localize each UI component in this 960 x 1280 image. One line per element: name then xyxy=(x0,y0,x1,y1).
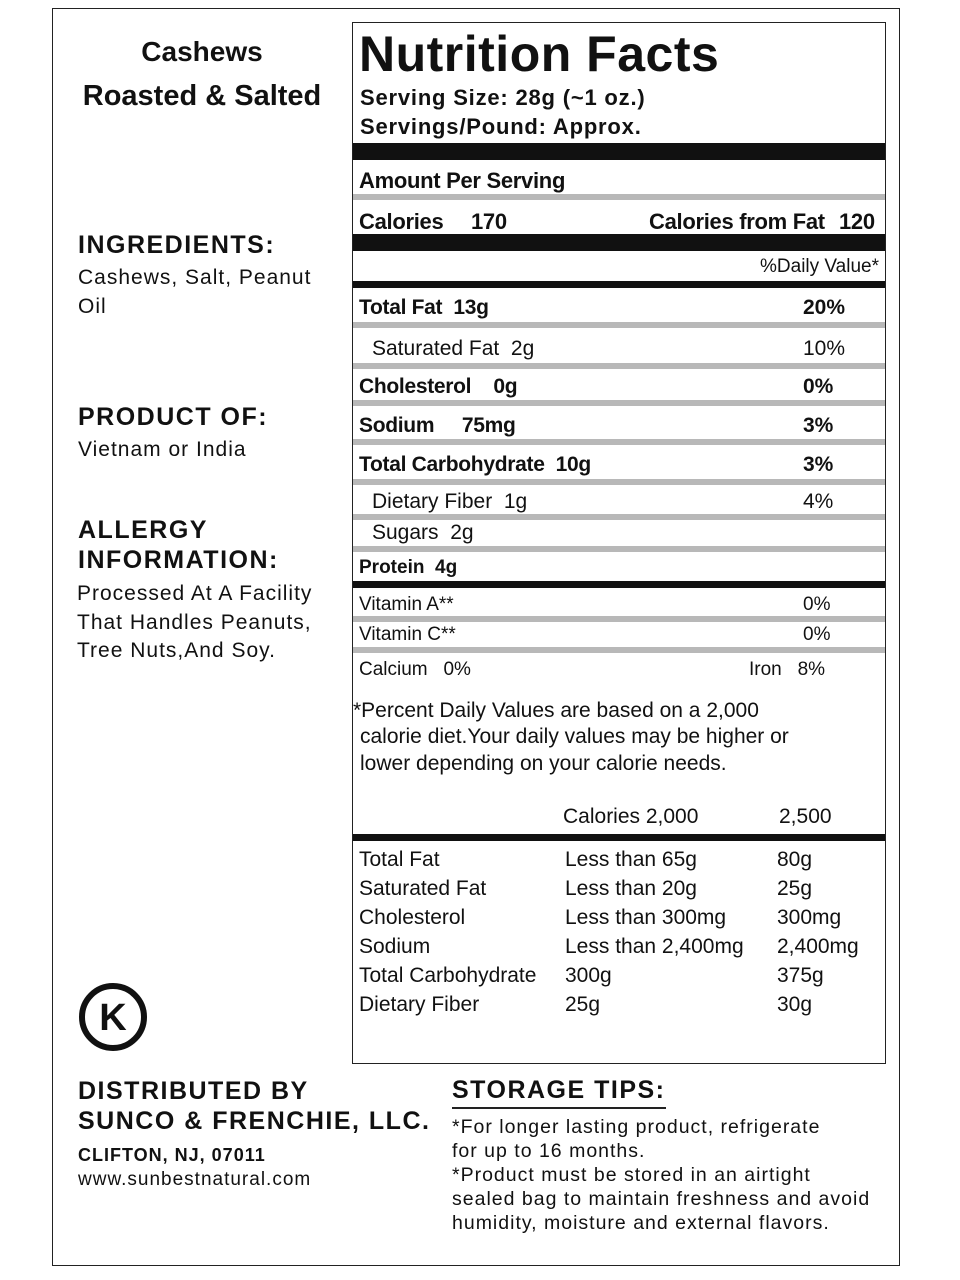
nutrient-dv: 4% xyxy=(803,490,834,513)
kosher-letter: K xyxy=(99,997,127,1039)
vitamin-label: Vitamin A** xyxy=(359,594,454,615)
storage-tip-1-line-2: for up to 16 months. xyxy=(452,1140,646,1162)
iron: Iron 8% xyxy=(749,659,826,680)
product-name: Cashews xyxy=(141,36,263,67)
vitamin-dv: 0% xyxy=(803,594,831,615)
nutrient-dv: 3% xyxy=(803,414,834,437)
origin-heading: PRODUCT OF: xyxy=(78,403,269,431)
dv-nutrient: Sodium xyxy=(359,935,431,958)
dv-2000: Less than 20g xyxy=(565,877,697,900)
dv-2500: 25g xyxy=(777,877,813,900)
nutrient-label: Total Fat 13g xyxy=(359,296,489,319)
vitamin-label: Vitamin C** xyxy=(359,624,456,645)
ingredients-line-1: Cashews, Salt, Peanut xyxy=(78,266,312,289)
dv-nutrient: Cholesterol xyxy=(359,906,466,929)
gray-divider xyxy=(353,322,885,328)
dv-2500: 30g xyxy=(777,993,813,1016)
nutrient-label: Dietary Fiber 1g xyxy=(372,490,528,513)
gray-divider xyxy=(353,439,885,445)
medium-divider xyxy=(353,281,885,288)
origin-text: Vietnam or India xyxy=(78,438,247,461)
nutrient-label: Protein 4g xyxy=(359,557,458,578)
nutrient-dv: 10% xyxy=(803,337,846,360)
dv-2000: Less than 2,400mg xyxy=(565,935,744,958)
gray-divider xyxy=(353,616,885,622)
allergy-heading-2: INFORMATION: xyxy=(78,546,279,574)
dv-2000: 300g xyxy=(565,964,612,987)
dv-2500: 80g xyxy=(777,848,813,871)
nutrient-label: Cholesterol 0g xyxy=(359,375,518,398)
calories-from-fat-value: 120 xyxy=(839,209,875,234)
calcium: Calcium 0% xyxy=(359,659,471,680)
calories-value: 170 xyxy=(471,209,507,234)
gray-divider xyxy=(353,514,885,520)
footnote-line-2: calorie diet.Your daily values may be higher or xyxy=(360,725,789,748)
distributor-website: www.sunbestnatural.com xyxy=(78,1169,312,1190)
dv-2500: 375g xyxy=(777,964,824,987)
product-variant: Roasted & Salted xyxy=(82,80,322,112)
storage-tip-2-line-2: sealed bag to maintain freshness and avoid xyxy=(452,1188,871,1210)
dv-nutrient: Total Fat xyxy=(359,848,440,871)
dv-2000: Less than 65g xyxy=(565,848,697,871)
ingredients-heading: INGREDIENTS: xyxy=(78,231,276,259)
nutrient-dv: 3% xyxy=(803,453,834,476)
thick-divider xyxy=(353,234,885,251)
gray-divider xyxy=(353,546,885,552)
nutrient-label: Sugars 2g xyxy=(372,521,474,544)
dv-2000: Less than 300mg xyxy=(565,906,727,929)
storage-tip-2-line-1: *Product must be stored in an airtight xyxy=(452,1164,811,1186)
dv-2000: 25g xyxy=(565,993,601,1016)
servings-per-pound: Servings/Pound: Approx. xyxy=(360,114,642,139)
dv-nutrient: Saturated Fat xyxy=(359,877,487,900)
gray-divider xyxy=(353,400,885,406)
nutrition-title: Nutrition Facts xyxy=(359,26,720,82)
allergy-heading-1: ALLERGY xyxy=(78,516,208,544)
vitamin-dv: 0% xyxy=(803,624,831,645)
gray-divider xyxy=(353,363,885,369)
amount-per-serving: Amount Per Serving xyxy=(359,168,566,193)
kosher-k-icon xyxy=(78,982,148,1052)
storage-heading: STORAGE TIPS: xyxy=(452,1076,666,1109)
medium-divider xyxy=(353,834,885,841)
nutrient-label: Total Carbohydrate 10g xyxy=(359,453,591,476)
dv-nutrient: Dietary Fiber xyxy=(359,993,480,1016)
medium-divider xyxy=(353,581,885,588)
storage-tip-1-line-1: *For longer lasting product, refrigerate xyxy=(452,1116,821,1138)
allergy-line-3: Tree Nuts,And Soy. xyxy=(77,639,276,662)
footnote-line-3: lower depending on your calorie needs. xyxy=(360,752,727,775)
distributor-company: SUNCO & FRENCHIE, LLC. xyxy=(78,1107,431,1135)
gray-divider xyxy=(353,194,885,200)
nutrient-dv: 20% xyxy=(803,296,846,319)
dv-2500: 300mg xyxy=(777,906,842,929)
footnote-line-1: *Percent Daily Values are based on a 2,000 xyxy=(353,699,759,722)
dv-header-2500: 2,500 xyxy=(779,805,832,828)
nutrition-facts-panel xyxy=(352,22,886,1064)
dv-2500: 2,400mg xyxy=(777,935,859,958)
thick-divider xyxy=(353,143,885,160)
nutrient-label: Sodium 75mg xyxy=(359,414,516,437)
dv-nutrient: Total Carbohydrate xyxy=(359,964,537,987)
nutrient-dv: 0% xyxy=(803,375,834,398)
serving-size: Serving Size: 28g (~1 oz.) xyxy=(360,85,646,110)
allergy-line-2: That Handles Peanuts, xyxy=(77,611,312,634)
storage-tip-2-line-3: humidity, moisture and external flavors. xyxy=(452,1212,830,1234)
nutrient-label: Saturated Fat 2g xyxy=(372,337,535,360)
gray-divider xyxy=(353,479,885,485)
calories-from-fat-label: Calories from Fat xyxy=(649,209,825,234)
distributor-heading: DISTRIBUTED BY xyxy=(78,1077,309,1105)
gray-divider xyxy=(353,647,885,653)
distributor-address: CLIFTON, NJ, 07011 xyxy=(78,1145,266,1165)
ingredients-line-2: Oil xyxy=(78,295,107,318)
daily-value-header: %Daily Value* xyxy=(760,256,879,277)
allergy-line-1: Processed At A Facility xyxy=(77,582,313,605)
dv-header-2000: Calories 2,000 xyxy=(563,805,699,828)
calories-label: Calories xyxy=(359,209,444,234)
